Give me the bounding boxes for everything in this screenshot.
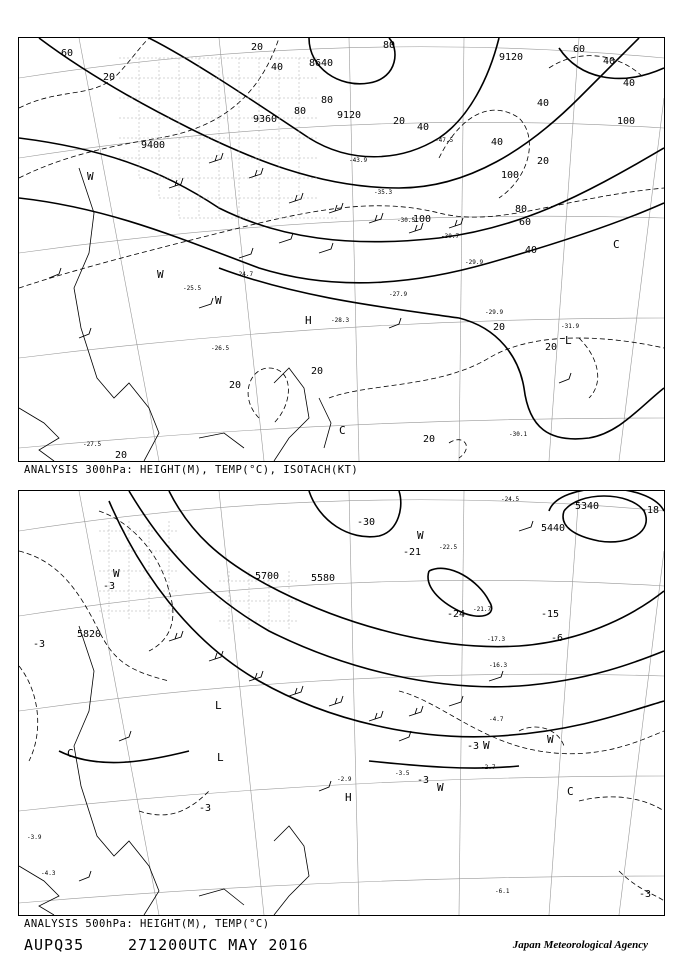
cold-center: C — [567, 785, 574, 798]
temp-value: -24.7 — [235, 271, 254, 278]
isotach-label: 60 — [61, 48, 74, 59]
temp-values-300 — [83, 137, 579, 448]
isotach-label: 20 — [545, 342, 558, 353]
isotherm-label: -3 — [33, 639, 46, 650]
station-value: -4.3 — [41, 870, 56, 877]
temp-value: -29.9 — [465, 259, 484, 266]
labels-500 — [33, 501, 659, 900]
isotach-label: 20 — [103, 72, 116, 83]
isotach-label: 40 — [603, 56, 616, 67]
map-300hpa-canvas — [19, 38, 664, 461]
height-label: 5580 — [311, 573, 336, 584]
isotach-label: 100 — [501, 170, 520, 181]
warm-center: W — [87, 170, 94, 183]
station-values-500 — [27, 496, 519, 895]
height-label: 9120 — [337, 110, 362, 121]
isotach-label: 20 — [423, 434, 436, 445]
graticule — [19, 38, 664, 461]
warm-center: W — [547, 733, 554, 746]
isotach-label: 80 — [321, 95, 334, 106]
temp-value: -43.9 — [349, 157, 368, 164]
isotach-label: 40 — [537, 98, 550, 109]
temp-value: -29.9 — [485, 309, 504, 316]
station-value: -21.7 — [473, 606, 492, 613]
temp-value: -35.3 — [374, 189, 393, 196]
map-500hpa — [18, 490, 665, 916]
cold-center: C — [339, 424, 346, 437]
temp-value: -27.9 — [389, 291, 408, 298]
height-label: 5700 — [255, 571, 280, 582]
caption-500hpa: ANALYSIS 500hPa: HEIGHT(M), TEMP(°C) — [24, 918, 270, 930]
temp-value: -31.9 — [561, 323, 580, 330]
low-center: L — [565, 334, 572, 347]
temp-value: -47.5 — [435, 137, 454, 144]
high-center: H — [345, 791, 352, 804]
wind-barbs — [49, 153, 571, 383]
agency-name: Japan Meteorological Agency — [512, 939, 648, 951]
coastline — [19, 168, 331, 461]
temp-value: -30.7 — [441, 233, 460, 240]
station-value: -22.5 — [439, 544, 458, 551]
isotach-label: 60 — [519, 217, 532, 228]
temp-value: -27.5 — [83, 441, 102, 448]
temp-value: -30.5 — [397, 217, 416, 224]
map-500hpa-canvas — [19, 491, 664, 915]
isotach-label: 80 — [383, 40, 396, 51]
height-contours — [59, 491, 664, 768]
isotherm-label: -3 — [199, 803, 212, 814]
height-contours — [19, 38, 664, 439]
warm-center: W — [157, 268, 164, 281]
bulletin-code: AUPQ35 — [24, 936, 85, 954]
isotherm-label: -3 — [103, 581, 116, 592]
warm-center: W — [483, 739, 490, 752]
isotach-label: 40 — [623, 78, 636, 89]
wind-barbs — [79, 521, 533, 881]
isotherm-label: -24 — [447, 609, 466, 620]
isotherm-label: -3 — [467, 741, 480, 752]
isotach-label: 80 — [294, 106, 307, 117]
station-value: -2.7 — [481, 764, 496, 771]
isotach-label: 100 — [617, 116, 636, 127]
jet-hatch — [119, 58, 339, 218]
height-label: 9120 — [499, 52, 524, 63]
height-label: 5340 — [575, 501, 600, 512]
station-value: -17.3 — [487, 636, 506, 643]
isotach-label: 40 — [271, 62, 284, 73]
station-value: -6.1 — [495, 888, 510, 895]
temp-value: -25.5 — [183, 285, 202, 292]
isotherm-label: -6 — [551, 633, 564, 644]
isotach-label: 20 — [493, 322, 506, 333]
isotach-label: 100 — [413, 214, 432, 225]
coastline — [19, 626, 309, 915]
caption-300hpa: ANALYSIS 300hPa: HEIGHT(M), TEMP(°C), ISOTACH(KT) — [24, 464, 359, 476]
isotach-label: 80 — [515, 204, 528, 215]
isotach-label: 20 — [537, 156, 550, 167]
isotherm-label: -3 — [417, 775, 430, 786]
isotherm-label: -18 — [641, 505, 660, 516]
high-center: H — [305, 314, 312, 327]
height-label: 8640 — [309, 58, 334, 69]
isotach-label: 60 — [573, 44, 586, 55]
height-label: 5440 — [541, 523, 566, 534]
station-value: -3.9 — [27, 834, 42, 841]
temp-value: -26.5 — [211, 345, 230, 352]
isotach-label: 40 — [525, 245, 538, 256]
isotherm-label: -15 — [541, 609, 560, 620]
isotach-label: 20 — [251, 42, 264, 53]
isotach-label: 40 — [417, 122, 430, 133]
isotach-label: 20 — [393, 116, 406, 127]
analysis-time: 271200UTC MAY 2016 — [128, 936, 309, 954]
cold-center: C — [67, 747, 74, 760]
graticule — [19, 491, 664, 915]
warm-center: W — [417, 529, 424, 542]
warm-center: W — [215, 294, 222, 307]
low-center: L — [215, 699, 222, 712]
warm-center: W — [113, 567, 120, 580]
station-value: -24.5 — [501, 496, 520, 503]
station-value: -2.9 — [337, 776, 352, 783]
isotherm-label: -30 — [357, 517, 376, 528]
isotach-label: 20 — [229, 380, 242, 391]
height-label: 5820 — [77, 629, 102, 640]
low-center: L — [217, 751, 224, 764]
station-value: -3.5 — [395, 770, 410, 777]
temp-value: -30.1 — [509, 431, 528, 438]
temp-value: -28.3 — [331, 317, 350, 324]
map-300hpa — [18, 37, 665, 462]
height-label: 9400 — [141, 140, 166, 151]
warm-center: W — [437, 781, 444, 794]
station-value: -4.7 — [489, 716, 504, 723]
isotherm-label: -3 — [639, 889, 652, 900]
isotherm-label: -21 — [403, 547, 422, 558]
isotach-label: 20 — [311, 366, 324, 377]
cold-center: C — [613, 238, 620, 251]
isotach-label: 20 — [115, 450, 128, 461]
isotachs — [19, 38, 664, 458]
station-value: -16.3 — [489, 662, 508, 669]
isotach-label: 40 — [491, 137, 504, 148]
height-label: 9360 — [253, 114, 278, 125]
